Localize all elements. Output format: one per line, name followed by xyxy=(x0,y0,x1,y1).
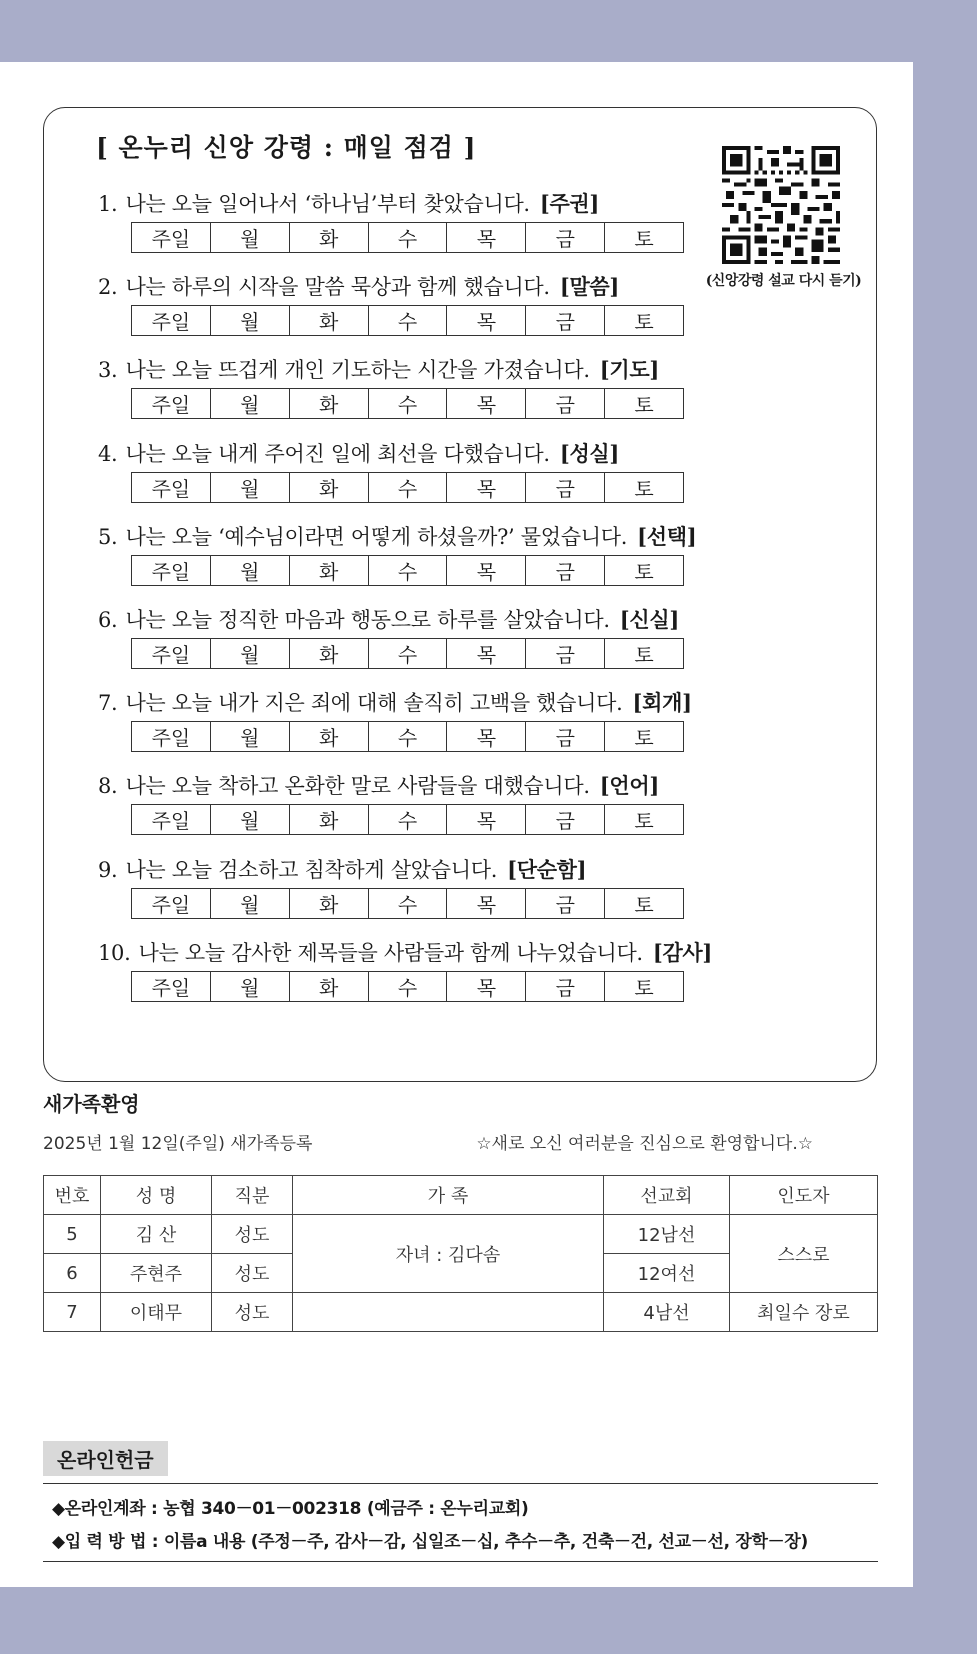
divider xyxy=(43,1483,878,1484)
item-tag: [신실] xyxy=(619,607,680,632)
check-item xyxy=(98,937,712,1002)
day-checkbox[interactable]: 목 xyxy=(447,972,526,1001)
item-tag: [회개] xyxy=(632,690,692,716)
day-checkbox[interactable]: 금 xyxy=(526,889,605,918)
day-checkbox[interactable]: 수 xyxy=(369,805,448,834)
item-statement: 나는 오늘 뜨겁게 개인 기도하는 시간을 가졌습니다. xyxy=(125,358,590,383)
bulletin-page xyxy=(0,62,913,1587)
day-checkbox[interactable]: 금 xyxy=(526,556,605,585)
check-item xyxy=(98,604,684,669)
check-item-text xyxy=(98,188,684,218)
row-mission: 12여선 xyxy=(604,1254,730,1293)
check-item xyxy=(98,854,684,919)
row-role: 성도 xyxy=(212,1215,293,1254)
day-checkbox[interactable]: 월 xyxy=(211,473,290,502)
day-checkbox[interactable]: 토 xyxy=(634,892,654,917)
registration-date: 2025년 1월 12일(주일) 새가족등록 xyxy=(43,1134,313,1154)
check-item-text xyxy=(98,604,684,634)
check-item xyxy=(98,354,684,419)
day-checkbox[interactable]: 수 xyxy=(369,473,448,502)
day-checkbox[interactable]: 토 xyxy=(634,310,654,335)
item-tag: [기도] xyxy=(599,357,660,383)
weekday-check-row xyxy=(131,804,684,835)
online-offering-title: 온라인헌금 xyxy=(43,1441,168,1476)
item-number: 2. xyxy=(98,275,118,300)
day-checkbox[interactable]: 화 xyxy=(290,805,369,834)
day-checkbox[interactable]: 화 xyxy=(290,972,369,1001)
day-checkbox[interactable]: 토 xyxy=(634,975,654,1000)
check-item xyxy=(98,438,684,503)
input-method: ◆입 력 방 법 : 이름a 내용 (주정－주, 감사－감, 십일조－십, 추수－추, 건축－건, 선교－선, 장학－장) xyxy=(52,1532,808,1552)
row-number: 6 xyxy=(44,1254,101,1293)
day-checkbox[interactable]: 목 xyxy=(447,306,526,335)
day-checkbox[interactable]: 월 xyxy=(211,556,290,585)
item-tag: [단순함] xyxy=(507,856,587,882)
item-statement: 나는 오늘 착하고 온화한 말로 사람들을 대했습니다. xyxy=(125,774,590,799)
day-checkbox[interactable]: 주일 xyxy=(132,972,211,1001)
check-item xyxy=(98,687,692,752)
table-row xyxy=(44,1215,878,1254)
check-item-text xyxy=(98,354,684,384)
row-name: 주현주 xyxy=(101,1254,212,1293)
item-number: 7. xyxy=(98,691,118,716)
row-role: 성도 xyxy=(212,1293,293,1332)
col-family: 가 족 xyxy=(293,1176,604,1215)
col-role: 직분 xyxy=(212,1176,293,1215)
table-header-row xyxy=(44,1176,878,1215)
check-item-text xyxy=(98,438,684,468)
day-checkbox[interactable]: 목 xyxy=(447,556,526,585)
day-checkbox[interactable]: 토 xyxy=(634,227,654,251)
day-checkbox[interactable]: 수 xyxy=(369,306,448,335)
day-checkbox[interactable]: 토 xyxy=(634,726,654,751)
daily-check-card xyxy=(43,107,877,1082)
weekday-check-row xyxy=(131,638,684,669)
day-checkbox[interactable]: 수 xyxy=(369,556,448,585)
item-tag: [언어] xyxy=(599,773,660,799)
item-number: 3. xyxy=(98,358,118,383)
day-checkbox[interactable]: 월 xyxy=(211,805,290,834)
day-checkbox[interactable]: 수 xyxy=(369,223,448,252)
day-checkbox[interactable]: 주일 xyxy=(132,805,211,834)
day-checkbox[interactable]: 토 xyxy=(634,809,654,834)
day-checkbox[interactable]: 월 xyxy=(211,972,290,1001)
day-checkbox[interactable]: 금 xyxy=(526,972,605,1001)
row-role: 성도 xyxy=(212,1254,293,1293)
check-item xyxy=(98,770,684,835)
day-checkbox[interactable]: 주일 xyxy=(132,223,211,252)
item-tag: [주권] xyxy=(539,191,600,216)
day-checkbox[interactable]: 월 xyxy=(211,306,290,335)
weekday-check-row xyxy=(131,388,684,419)
item-tag: [감사] xyxy=(652,939,713,965)
item-tag: [성실] xyxy=(559,440,620,466)
check-item-text xyxy=(98,271,684,301)
row-name: 이태무 xyxy=(101,1293,212,1332)
check-item-text xyxy=(98,937,712,967)
weekday-check-row xyxy=(131,721,684,752)
item-statement: 나는 오늘 감사한 제목들을 사람들과 함께 나누었습니다. xyxy=(138,940,643,965)
row-family: 자녀 : 김다솜 xyxy=(293,1215,604,1293)
day-checkbox[interactable]: 금 xyxy=(526,722,605,751)
new-family-title: 새가족환영 xyxy=(43,1092,140,1116)
check-item xyxy=(98,271,684,336)
col-mission: 선교회 xyxy=(604,1176,730,1215)
table-row xyxy=(44,1293,878,1332)
item-statement: 나는 하루의 시작을 말씀 묵상과 함께 했습니다. xyxy=(125,275,550,300)
day-checkbox[interactable]: 목 xyxy=(447,805,526,834)
day-checkbox[interactable]: 금 xyxy=(526,223,605,252)
item-number: 4. xyxy=(98,441,118,466)
day-checkbox[interactable]: 금 xyxy=(526,639,605,668)
item-statement: 나는 오늘 정직한 마음과 행동으로 하루를 살았습니다. xyxy=(125,608,610,632)
item-statement: 나는 오늘 내가 지은 죄에 대해 솔직히 고백을 했습니다. xyxy=(125,691,623,716)
check-item-text xyxy=(98,770,684,800)
check-item xyxy=(98,521,696,586)
day-checkbox[interactable]: 화 xyxy=(290,556,369,585)
qr-caption: (신앙강령 설교 다시 듣기) xyxy=(705,273,862,289)
row-number: 7 xyxy=(44,1293,101,1332)
col-guide: 인도자 xyxy=(730,1176,878,1215)
item-number: 1. xyxy=(98,192,118,216)
item-tag: [선택] xyxy=(637,523,697,549)
day-checkbox[interactable]: 목 xyxy=(447,639,526,668)
day-checkbox[interactable]: 화 xyxy=(290,639,369,668)
day-checkbox[interactable]: 월 xyxy=(211,223,290,252)
day-checkbox[interactable]: 주일 xyxy=(132,889,211,918)
day-checkbox[interactable]: 금 xyxy=(526,805,605,834)
item-number: 6. xyxy=(98,608,118,632)
day-checkbox[interactable]: 주일 xyxy=(132,639,211,668)
day-checkbox[interactable]: 주일 xyxy=(132,389,211,418)
row-family xyxy=(293,1293,604,1332)
weekday-check-row xyxy=(131,222,684,253)
day-checkbox[interactable]: 목 xyxy=(447,722,526,751)
weekday-check-row xyxy=(131,472,684,503)
card-title: [ 온누리 신앙 강령 : 매일 점검 ] xyxy=(96,133,477,162)
day-checkbox[interactable]: 주일 xyxy=(132,556,211,585)
day-checkbox[interactable]: 목 xyxy=(447,473,526,502)
day-checkbox[interactable]: 화 xyxy=(290,889,369,918)
weekday-check-row xyxy=(131,305,684,336)
account-info: ◆온라인계좌 : 농협 340－01－002318 (예금주 : 온누리교회) xyxy=(52,1499,529,1519)
day-checkbox[interactable]: 목 xyxy=(447,223,526,252)
day-checkbox[interactable]: 수 xyxy=(369,972,448,1001)
day-checkbox[interactable]: 토 xyxy=(634,643,654,667)
weekday-check-row xyxy=(131,888,684,919)
day-checkbox[interactable]: 화 xyxy=(290,722,369,751)
check-item-text xyxy=(98,687,692,717)
day-checkbox[interactable]: 수 xyxy=(369,389,448,418)
item-statement: 나는 오늘 검소하고 침착하게 살았습니다. xyxy=(125,857,498,882)
item-number: 8. xyxy=(98,774,118,799)
day-checkbox[interactable]: 주일 xyxy=(132,722,211,751)
row-name: 김 산 xyxy=(101,1215,212,1254)
day-checkbox[interactable]: 토 xyxy=(634,476,654,501)
item-tag: [말씀] xyxy=(559,274,620,300)
day-checkbox[interactable]: 화 xyxy=(290,223,369,252)
day-checkbox[interactable]: 화 xyxy=(290,473,369,502)
row-number: 5 xyxy=(44,1215,101,1254)
weekday-check-row xyxy=(131,971,684,1002)
day-checkbox[interactable]: 월 xyxy=(211,389,290,418)
col-number: 번호 xyxy=(44,1176,101,1215)
day-checkbox[interactable]: 목 xyxy=(447,889,526,918)
row-guide: 스스로 xyxy=(730,1215,878,1293)
item-number: 10. xyxy=(98,940,131,965)
day-checkbox[interactable]: 주일 xyxy=(132,306,211,335)
item-statement: 나는 오늘 내게 주어진 일에 최선을 다했습니다. xyxy=(125,441,550,466)
day-checkbox[interactable]: 수 xyxy=(369,639,448,668)
day-checkbox[interactable]: 수 xyxy=(369,889,448,918)
day-checkbox[interactable]: 월 xyxy=(211,722,290,751)
item-number: 5. xyxy=(98,524,118,549)
qr-code-icon[interactable] xyxy=(722,146,840,264)
day-checkbox[interactable]: 토 xyxy=(634,393,654,418)
day-checkbox[interactable]: 주일 xyxy=(132,473,211,502)
day-checkbox[interactable]: 금 xyxy=(526,306,605,335)
col-name: 성 명 xyxy=(101,1176,212,1215)
day-checkbox[interactable]: 목 xyxy=(447,389,526,418)
item-statement: 나는 오늘 일어나서 ‘하나님’부터 찾았습니다. xyxy=(125,192,530,216)
day-checkbox[interactable]: 금 xyxy=(526,389,605,418)
new-family-table xyxy=(43,1175,878,1332)
item-number: 9. xyxy=(98,857,118,882)
check-item-text xyxy=(98,521,696,551)
welcome-message: ☆새로 오신 여러분을 진심으로 환영합니다.☆ xyxy=(476,1134,813,1154)
item-statement: 나는 오늘 ‘예수님이라면 어떻게 하셨을까?’ 물었습니다. xyxy=(125,524,628,549)
day-checkbox[interactable]: 금 xyxy=(526,473,605,502)
day-checkbox[interactable]: 화 xyxy=(290,306,369,335)
row-mission: 4남선 xyxy=(604,1293,730,1332)
check-item xyxy=(98,188,684,253)
row-mission: 12남선 xyxy=(604,1215,730,1254)
row-guide: 최일수 장로 xyxy=(730,1293,878,1332)
divider xyxy=(43,1561,878,1562)
weekday-check-row xyxy=(131,555,684,586)
check-item-text xyxy=(98,854,684,884)
day-checkbox[interactable]: 수 xyxy=(369,722,448,751)
day-checkbox[interactable]: 월 xyxy=(211,639,290,668)
day-checkbox[interactable]: 월 xyxy=(211,889,290,918)
day-checkbox[interactable]: 화 xyxy=(290,389,369,418)
day-checkbox[interactable]: 토 xyxy=(634,559,654,584)
